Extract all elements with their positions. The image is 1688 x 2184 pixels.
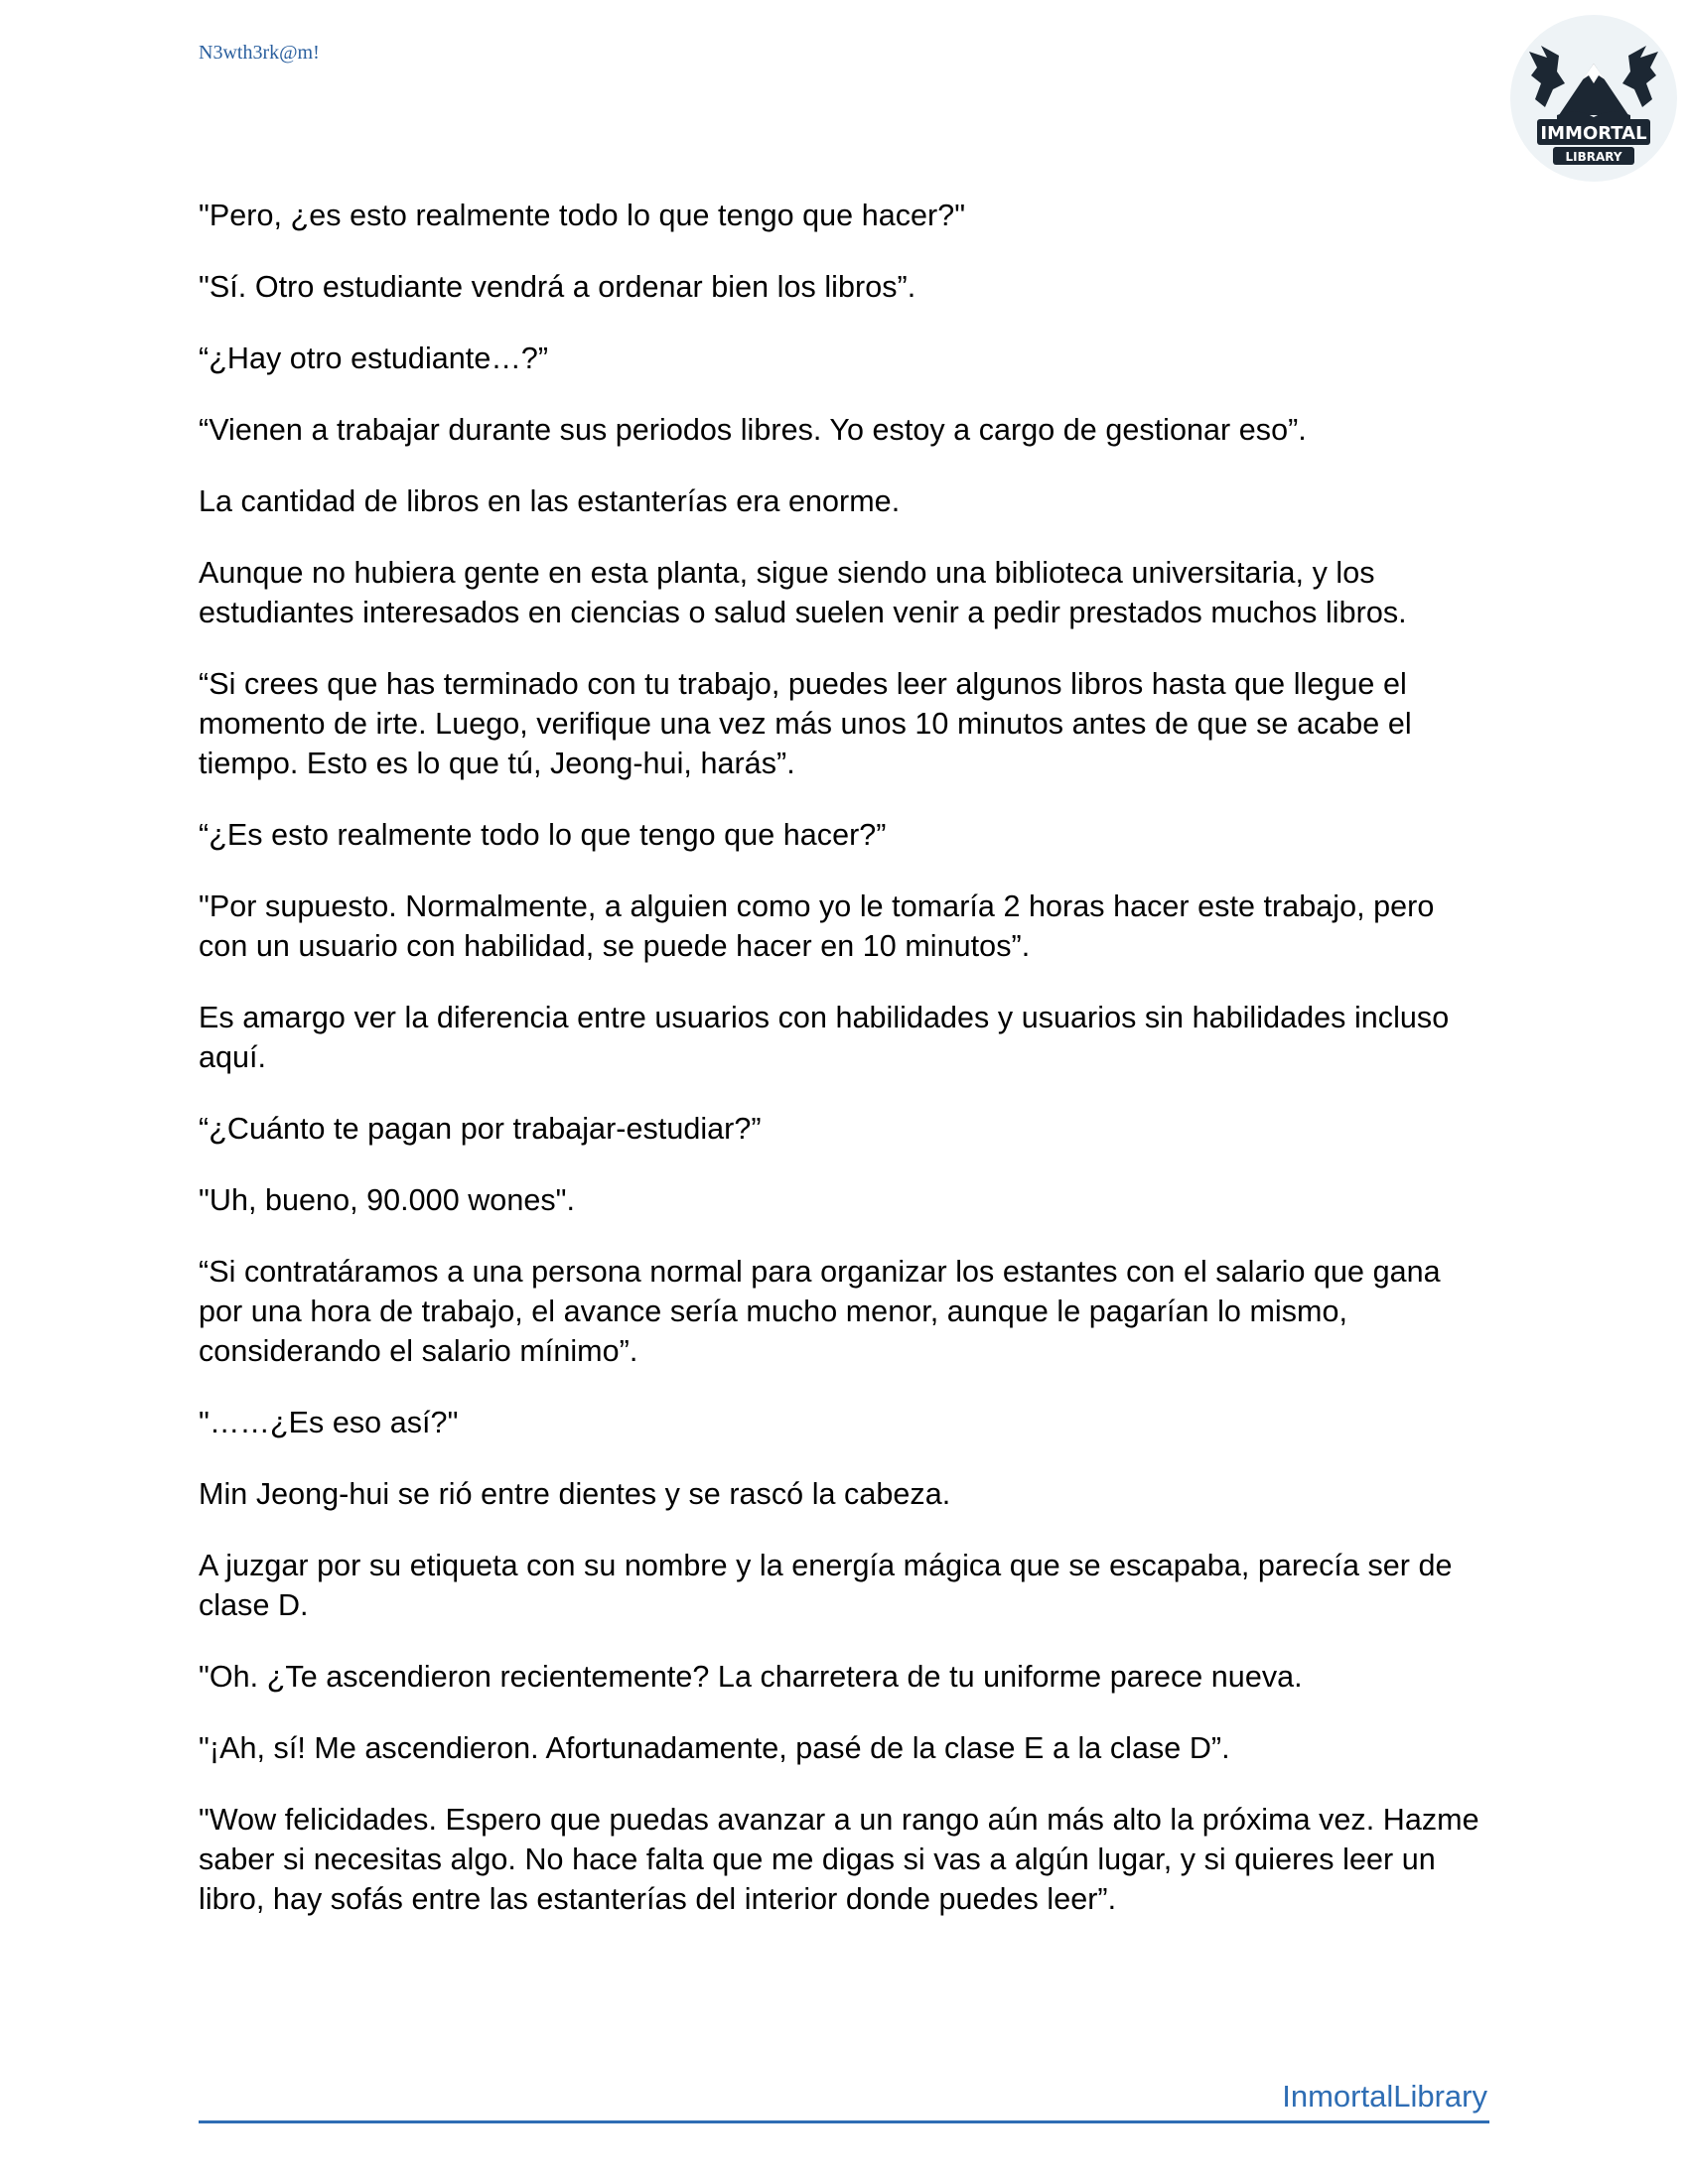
paragraph: “Vienen a trabajar durante sus periodos libres. Yo estoy a cargo de gestionar eso”.: [199, 413, 1307, 447]
logo-title-text: IMMORTAL: [1540, 123, 1647, 144]
paragraph: A juzgar por su etiqueta con su nombre y la energía mágica que se escapaba, parecía ser de clase D.: [199, 1549, 1453, 1622]
footer-link[interactable]: InmortalLibrary: [1282, 2079, 1487, 2114]
header-watermark-text: N3wth3rk@m!: [199, 42, 320, 64]
paragraph: “Si crees que has terminado con tu trabajo, puedes leer algunos libros hasta que llegue el momento de irte. Luego, verifique una vez más unos 10 minutos antes de que se acabe el tiempo. Esto es lo que tú, Jeong-hui, harás”.: [199, 667, 1412, 780]
paragraph: "Sí. Otro estudiante vendrá a ordenar bien los libros”.: [199, 270, 916, 304]
footer-rule: [199, 2077, 1489, 2123]
logo-subtitle-text: LIBRARY: [1565, 150, 1622, 164]
paragraph: “¿Hay otro estudiante…?”: [199, 341, 549, 375]
paragraph: Aunque no hubiera gente en esta planta, sigue siendo una biblioteca universitaria, y los estudiantes interesados en ciencias o salud suelen venir a pedir prestados muchos libros.: [199, 556, 1407, 629]
paragraph: “¿Es esto realmente todo lo que tengo que hacer?”: [199, 818, 887, 852]
paragraph: "……¿Es eso así?": [199, 1406, 459, 1439]
paragraph: Es amargo ver la diferencia entre usuarios con habilidades y usuarios sin habilidades incluso aquí.: [199, 1001, 1450, 1074]
paragraph: Min Jeong-hui se rió entre dientes y se rascó la cabeza.: [199, 1477, 951, 1511]
paragraph: "Wow felicidades. Espero que puedas avanzar a un rango aún más alto la próxima vez. Hazme saber si necesitas algo. No hace falta que me digas si vas a algún lugar, y si quieres leer un libro, hay sofás entre las estanterías del interior donde puedes leer”.: [199, 1803, 1479, 1916]
immortal-library-logo: [1507, 12, 1680, 185]
document-body: [199, 196, 1489, 1951]
paragraph: “Si contratáramos a una persona normal para organizar los estantes con el salario que gana por una hora de trabajo, el avance sería mucho menor, aunque le pagarían lo mismo, considerando el salario mínimo”.: [199, 1255, 1441, 1368]
paragraph: "Uh, bueno, 90.000 wones".: [199, 1183, 576, 1217]
paragraph: "Oh. ¿Te ascendieron recientemente? La charretera de tu uniforme parece nueva.: [199, 1660, 1303, 1694]
paragraph: “¿Cuánto te pagan por trabajar-estudiar?”: [199, 1112, 762, 1146]
paragraph: "Pero, ¿es esto realmente todo lo que tengo que hacer?": [199, 199, 966, 232]
paragraph: "¡Ah, sí! Me ascendieron. Afortunadamente, pasé de la clase E a la clase D”.: [199, 1731, 1230, 1765]
paragraph: "Por supuesto. Normalmente, a alguien como yo le tomaría 2 horas hacer este trabajo, pero con un usuario con habilidad, se puede hacer en 10 minutos”.: [199, 889, 1435, 963]
paragraph: La cantidad de libros en las estanterías era enorme.: [199, 484, 901, 518]
